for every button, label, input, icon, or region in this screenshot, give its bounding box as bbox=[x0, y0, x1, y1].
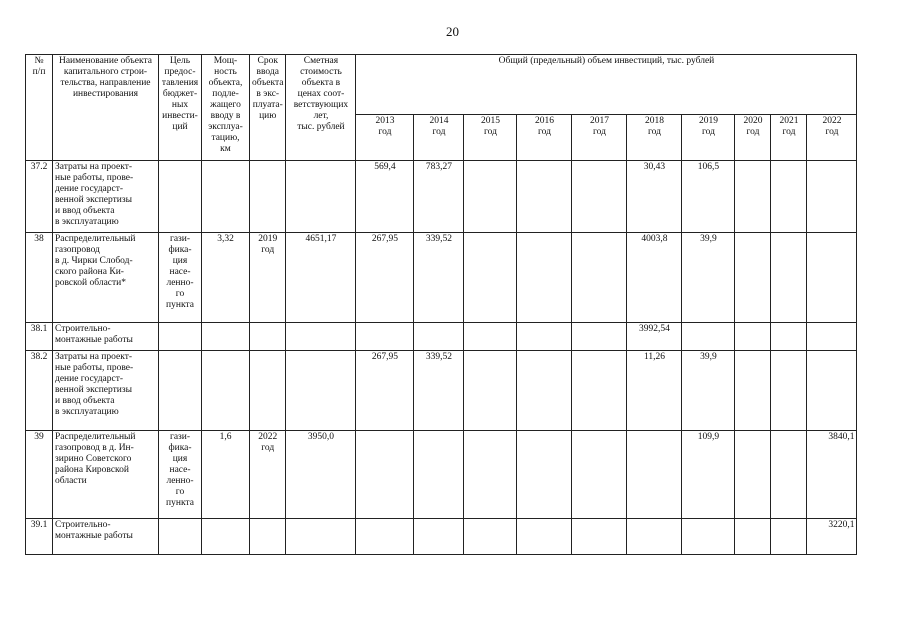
header-year: 2013 год bbox=[356, 115, 414, 161]
row-year-value: 569,4 bbox=[356, 161, 414, 233]
row-cost bbox=[286, 351, 356, 431]
row-term bbox=[250, 161, 286, 233]
table-row bbox=[26, 233, 857, 323]
row-year-value: 39,9 bbox=[682, 233, 735, 323]
row-year-value bbox=[517, 431, 572, 519]
row-year-value bbox=[735, 351, 771, 431]
page-number: 20 bbox=[446, 24, 459, 39]
row-year-value bbox=[771, 233, 807, 323]
row-year-value bbox=[807, 351, 857, 431]
row-year-value bbox=[771, 431, 807, 519]
header-row bbox=[26, 55, 857, 115]
header-year: 2021 год bbox=[771, 115, 807, 161]
row-year-value bbox=[464, 431, 517, 519]
row-year-value bbox=[356, 323, 414, 351]
row-year-value bbox=[771, 519, 807, 555]
row-year-value: 3840,1 bbox=[807, 431, 857, 519]
row-goal bbox=[159, 519, 202, 555]
table-row bbox=[26, 519, 857, 555]
row-year-value bbox=[807, 161, 857, 233]
header-year: 2017 год bbox=[572, 115, 627, 161]
header-year: 2015 год bbox=[464, 115, 517, 161]
row-term: 2022 год bbox=[250, 431, 286, 519]
row-year-value bbox=[464, 323, 517, 351]
row-capacity bbox=[202, 323, 250, 351]
header-term: Срок ввода объекта в экс- плуата- цию bbox=[250, 55, 286, 161]
header-num: № п/п bbox=[26, 55, 53, 161]
row-year-value bbox=[464, 233, 517, 323]
row-name: Затраты на проект- ные работы, прове- дение государст- венной экспертизы и ввод объекта в эксплуатацию bbox=[53, 161, 159, 233]
row-year-value bbox=[464, 519, 517, 555]
row-year-value bbox=[414, 323, 464, 351]
row-year-value: 11,26 bbox=[627, 351, 682, 431]
row-year-value bbox=[807, 323, 857, 351]
header-cost: Сметная стоимость объекта в ценах соот- ветствующих лет, тыс. рублей bbox=[286, 55, 356, 161]
row-num: 38 bbox=[26, 233, 53, 323]
row-capacity: 1,6 bbox=[202, 431, 250, 519]
row-year-value: 106,5 bbox=[682, 161, 735, 233]
table-row bbox=[26, 323, 857, 351]
row-num: 37.2 bbox=[26, 161, 53, 233]
row-year-value: 3220,1 bbox=[807, 519, 857, 555]
row-year-value bbox=[735, 519, 771, 555]
row-year-value bbox=[572, 431, 627, 519]
row-term bbox=[250, 519, 286, 555]
row-year-value: 3992,54 bbox=[627, 323, 682, 351]
row-year-value bbox=[414, 519, 464, 555]
row-year-value bbox=[735, 161, 771, 233]
row-year-value: 39,9 bbox=[682, 351, 735, 431]
row-year-value bbox=[735, 233, 771, 323]
table-row bbox=[26, 351, 857, 431]
row-term: 2019 год bbox=[250, 233, 286, 323]
row-cost bbox=[286, 323, 356, 351]
row-year-value bbox=[627, 431, 682, 519]
row-cost: 4651,17 bbox=[286, 233, 356, 323]
row-year-value: 267,95 bbox=[356, 233, 414, 323]
row-name: Затраты на проект- ные работы, прове- дение государст- венной экспертизы и ввод объекта в эксплуатацию bbox=[53, 351, 159, 431]
header-year: 2022 год bbox=[807, 115, 857, 161]
row-year-value bbox=[464, 351, 517, 431]
header-year: 2014 год bbox=[414, 115, 464, 161]
header-goal: Цель предос- тавления бюджет- ных инвести- ций bbox=[159, 55, 202, 161]
investment-table bbox=[25, 54, 857, 555]
header-name: Наименование объекта капитального строи- тельства, направление инвестирования bbox=[53, 55, 159, 161]
row-cost bbox=[286, 161, 356, 233]
row-year-value: 267,95 bbox=[356, 351, 414, 431]
row-num: 38.1 bbox=[26, 323, 53, 351]
row-goal: гази- фика- ция насе- ленно- го пункта bbox=[159, 233, 202, 323]
row-year-value bbox=[807, 233, 857, 323]
row-goal bbox=[159, 323, 202, 351]
row-year-value bbox=[682, 519, 735, 555]
table-row bbox=[26, 161, 857, 233]
row-year-value: 30,43 bbox=[627, 161, 682, 233]
row-year-value bbox=[572, 519, 627, 555]
row-cost: 3950,0 bbox=[286, 431, 356, 519]
row-year-value bbox=[414, 431, 464, 519]
row-year-value bbox=[627, 519, 682, 555]
row-year-value bbox=[682, 323, 735, 351]
row-name: Строительно- монтажные работы bbox=[53, 519, 159, 555]
row-name: Строительно- монтажные работы bbox=[53, 323, 159, 351]
row-year-value bbox=[735, 431, 771, 519]
row-term bbox=[250, 351, 286, 431]
header-year: 2016 год bbox=[517, 115, 572, 161]
header-year: 2020 год bbox=[735, 115, 771, 161]
row-year-value bbox=[771, 351, 807, 431]
row-num: 38.2 bbox=[26, 351, 53, 431]
row-year-value: 783,27 bbox=[414, 161, 464, 233]
table-row bbox=[26, 431, 857, 519]
row-year-value: 4003,8 bbox=[627, 233, 682, 323]
row-capacity: 3,32 bbox=[202, 233, 250, 323]
row-term bbox=[250, 323, 286, 351]
row-num: 39.1 bbox=[26, 519, 53, 555]
header-total: Общий (предельный) объем инвестиций, тыс. рублей bbox=[356, 55, 857, 115]
row-year-value bbox=[771, 323, 807, 351]
row-year-value bbox=[771, 161, 807, 233]
row-year-value bbox=[517, 323, 572, 351]
row-name: Распределительный газопровод в д. Ин- зирино Советского района Кировской области bbox=[53, 431, 159, 519]
row-goal bbox=[159, 351, 202, 431]
row-year-value: 339,52 bbox=[414, 351, 464, 431]
header-capacity: Мощ- ность объекта, подле- жащего вводу в эксплуа- тацию, км bbox=[202, 55, 250, 161]
row-goal bbox=[159, 161, 202, 233]
row-capacity bbox=[202, 519, 250, 555]
header-year: 2019 год bbox=[682, 115, 735, 161]
row-num: 39 bbox=[26, 431, 53, 519]
row-year-value bbox=[572, 233, 627, 323]
row-year-value: 339,52 bbox=[414, 233, 464, 323]
row-year-value bbox=[517, 161, 572, 233]
row-year-value bbox=[735, 323, 771, 351]
header-year: 2018 год bbox=[627, 115, 682, 161]
row-capacity bbox=[202, 351, 250, 431]
row-year-value bbox=[464, 161, 517, 233]
row-capacity bbox=[202, 161, 250, 233]
row-cost bbox=[286, 519, 356, 555]
row-year-value bbox=[572, 351, 627, 431]
row-year-value: 109,9 bbox=[682, 431, 735, 519]
row-goal: гази- фика- ция насе- ленно- го пункта bbox=[159, 431, 202, 519]
row-year-value bbox=[572, 323, 627, 351]
row-year-value bbox=[356, 519, 414, 555]
row-year-value bbox=[517, 233, 572, 323]
row-year-value bbox=[572, 161, 627, 233]
row-year-value bbox=[517, 519, 572, 555]
row-name: Распределительный газопровод в д. Чирки Слобод- ского района Ки- ровской области* bbox=[53, 233, 159, 323]
row-year-value bbox=[356, 431, 414, 519]
row-year-value bbox=[517, 351, 572, 431]
